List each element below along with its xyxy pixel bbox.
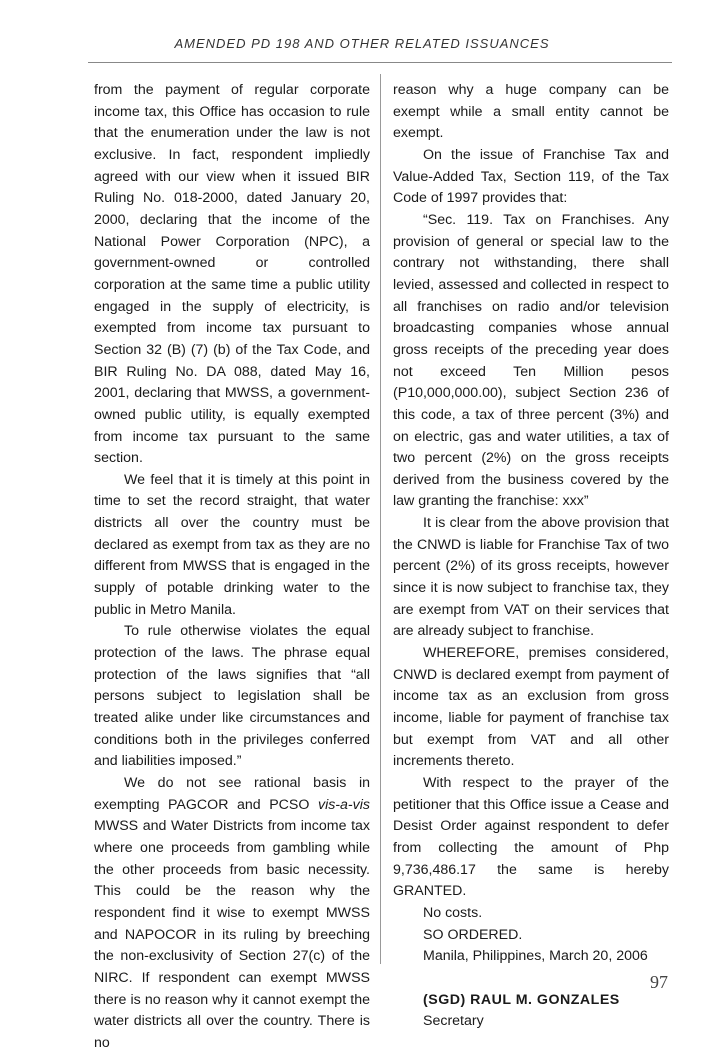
running-header: AMENDED PD 198 AND OTHER RELATED ISSUANCES xyxy=(174,36,550,51)
left-paragraph-4-end: MWSS and Water Districts from income tax where one proceeds from gambling while the other proceeds from basic necessity. This could be the reason why the respondent find it wise to exempt MWSS and NAPOCOR in its ruling by breeching the non-exclusivity of Section 27(c) of the NIRC. If respondent can exempt MWSS there is no reason why it cannot exempt the water districts all over the country. There is no xyxy=(94,818,370,1051)
place-date-line: Manila, Philippines, March 20, 2006 xyxy=(423,948,648,965)
left-paragraph-4-italic: vis-a-vis xyxy=(317,796,370,813)
right-paragraph-3-quote: “Sec. 119. Tax on Franchises. Any provision of general or special law to the contrary not withstanding, there shall levied, assessed and collected in respect to all franchises on radio and/or television broadcasting companies whose annual gross receipts of the preceding year does not exceed Ten Million pesos (P10,000,000.00), subject Section 236 of this code, a tax of three percent (3%) and on electric, gas and water utilities, a tax of two percent (2%) on the gross receipts derived from the business covered by the law granting the franchise: xxx” xyxy=(393,211,669,510)
left-paragraph-1: from the payment of regular corporate income tax, this Office has occasion to rule that the enumeration under the law is not exclusive. In fact, respondent impliedly agreed with our view when it issued BIR Ruling No. 018-2000, dated January 20, 2000, declaring that the income of the National Power Corporation (NPC), a government-owned or controlled corporation at the same time a public utility engaged in the supply of electricity, is exempted from income tax pursuant to Section 32 (B) (7) (b) of the Tax Code, and BIR Ruling No. DA 088, dated May 16, 2001, declaring that MWSS, a government-owned public utility, is equally exempted from income tax pursuant to the same section. xyxy=(94,82,370,467)
column-divider xyxy=(380,74,381,964)
left-column xyxy=(94,80,370,1055)
right-paragraph-4: It is clear from the above provision that the CNWD is liable for Franchise Tax of two percent (2%) of its gross receipts, however since it is now subject to franchise tax, they are exempt from VAT on their services that are already subject to franchise. xyxy=(393,515,669,640)
right-paragraph-6: With respect to the prayer of the petitioner that this Office issue a Cease and Desist Order against respondent to defer from collecting the amount of Php 9,736,486.17 the same is hereby GRANTED. xyxy=(393,775,669,900)
right-column xyxy=(393,80,669,1033)
no-costs-line: No costs. xyxy=(423,904,483,921)
page-number: 97 xyxy=(650,972,668,992)
signature-spacer xyxy=(393,968,669,990)
left-paragraph-4-start: We do not see rational basis in exempting PAGCOR and PCSO xyxy=(94,775,370,813)
right-paragraph-1: reason why a huge company can be exempt while a small entity cannot be exempt. xyxy=(393,82,669,142)
signatory-title: Secretary xyxy=(423,1013,484,1030)
right-paragraph-2: On the issue of Franchise Tax and Value-Added Tax, Section 119, of the Tax Code of 1997 provides that: xyxy=(393,146,669,207)
signatory-name: (SGD) RAUL M. GONZALES xyxy=(423,991,620,1008)
so-ordered-line: SO ORDERED. xyxy=(423,926,523,943)
right-paragraph-5: WHEREFORE, premises considered, CNWD is declared exempt from payment of income tax as an exclusion from gross income, liable for payment of franchise tax but exempt from VAT and all other increments thereto. xyxy=(393,645,669,770)
left-paragraph-2: We feel that it is timely at this point in time to set the record straight, that water districts all over the country must be declared as exempt from tax as they are no different from MWSS that is engaged in the supply of potable drinking water to the public in Metro Manila. xyxy=(94,471,370,618)
header-rule xyxy=(88,62,672,63)
left-paragraph-4 xyxy=(94,773,370,1055)
left-paragraph-3: To rule otherwise violates the equal protection of the laws. The phrase equal protection of the laws signifies that “all persons subject to legislation shall be treated alike under like circumstances and conditions both in the privileges conferred and liabilities imposed.” xyxy=(94,623,370,770)
